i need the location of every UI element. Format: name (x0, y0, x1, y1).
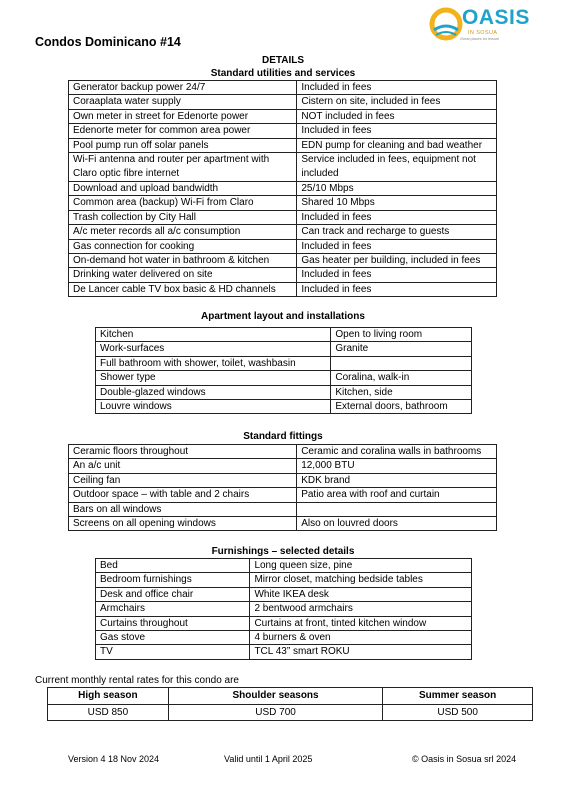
detail-cell: 4 burners & oven (250, 631, 472, 645)
fittings-heading: Standard fittings (243, 431, 323, 442)
detail-cell: TCL 43” smart ROKU (250, 645, 472, 659)
detail-cell: External doors, bathroom (331, 400, 472, 414)
detail-cell: Included in fees (297, 282, 497, 296)
table-row (96, 371, 472, 385)
detail-cell: Included in fees (297, 268, 497, 282)
item-cell: Own meter in street for Edenorte power (69, 109, 297, 123)
detail-cell: Can track and recharge to guests (297, 225, 497, 239)
detail-cell: 12,000 BTU (297, 459, 497, 473)
item-cell: Bed (96, 559, 250, 573)
logo-wordmark: OASIS (462, 6, 530, 29)
table-row (69, 254, 497, 268)
table-row (96, 616, 472, 630)
logo-subtitle: IN SOSUA (468, 30, 498, 36)
item-cell: Bars on all windows (69, 502, 297, 516)
item-cell: Pool pump run off solar panels (69, 138, 297, 152)
table-row (69, 517, 497, 531)
item-cell: Wi-Fi antenna and router per apartment with Claro optic fibre internet (69, 153, 297, 182)
table-row (69, 196, 497, 210)
detail-cell: White IKEA desk (250, 587, 472, 601)
detail-cell (331, 356, 472, 370)
table-row (69, 473, 497, 487)
table-row (96, 559, 472, 573)
table-row (69, 153, 497, 182)
detail-cell: Included in fees (297, 124, 497, 138)
detail-cell: Shared 10 Mbps (297, 196, 497, 210)
rates-table (47, 687, 533, 721)
layout-heading: Apartment layout and installations (201, 311, 365, 322)
item-cell: Kitchen (96, 328, 331, 342)
summer-season-header: Summer season (383, 688, 533, 705)
detail-cell: Cistern on site, included in fees (297, 95, 497, 109)
item-cell: Screens on all opening windows (69, 517, 297, 531)
footer-version: Version 4 18 Nov 2024 (68, 754, 160, 764)
table-row (96, 645, 472, 659)
item-cell: Louvre windows (96, 400, 331, 414)
item-cell: De Lancer cable TV box basic & HD channels (69, 282, 297, 296)
detail-cell: Kitchen, side (331, 385, 472, 399)
item-cell: Generator backup power 24/7 (69, 81, 297, 95)
table-row (96, 587, 472, 601)
detail-cell: Long queen size, pine (250, 559, 472, 573)
footer-validity: Valid until 1 April 2025 (224, 754, 313, 764)
item-cell: TV (96, 645, 250, 659)
furnishings-heading: Furnishings – selected details (211, 546, 355, 557)
item-cell: A/c meter records all a/c consumption (69, 225, 297, 239)
layout-table-body (96, 328, 472, 414)
table-row (69, 502, 497, 516)
detail-cell: Also on louvred doors (297, 517, 497, 531)
detail-cell: Coralina, walk-in (331, 371, 472, 385)
table-row (69, 445, 497, 459)
logo-tagline: Great places for leisure (460, 37, 500, 41)
item-cell: An a/c unit (69, 459, 297, 473)
detail-cell: Included in fees (297, 239, 497, 253)
table-row (69, 109, 497, 123)
detail-cell: Granite (331, 342, 472, 356)
table-row (69, 95, 497, 109)
table-row (69, 182, 497, 196)
item-cell: Double-glazed windows (96, 385, 331, 399)
item-cell: Curtains throughout (96, 616, 250, 630)
detail-cell: Service included in fees, equipment not included (297, 153, 497, 182)
item-cell: Outdoor space – with table and 2 chairs (69, 488, 297, 502)
table-row (96, 342, 472, 356)
item-cell: Coraaplata water supply (69, 95, 297, 109)
detail-cell: Mirror closet, matching bedside tables (250, 573, 472, 587)
details-heading: DETAILS (261, 55, 305, 66)
detail-cell: 2 bentwood armchairs (250, 602, 472, 616)
detail-cell: 25/10 Mbps (297, 182, 497, 196)
item-cell: Trash collection by City Hall (69, 210, 297, 224)
detail-cell: Gas heater per building, included in fees (297, 254, 497, 268)
table-row (69, 282, 497, 296)
detail-cell: NOT included in fees (297, 109, 497, 123)
table-row (96, 400, 472, 414)
utilities-table (68, 80, 497, 297)
item-cell: Bedroom furnishings (96, 573, 250, 587)
table-row (96, 356, 472, 370)
table-row (69, 138, 497, 152)
detail-cell: Included in fees (297, 81, 497, 95)
shoulder-seasons-rate: USD 700 (168, 705, 383, 721)
table-row (69, 81, 497, 95)
item-cell: Armchairs (96, 602, 250, 616)
item-cell: Common area (backup) Wi-Fi from Claro (69, 196, 297, 210)
furnishings-table-body (96, 559, 472, 660)
table-row (96, 602, 472, 616)
table-row (69, 225, 497, 239)
shoulder-seasons-header: Shoulder seasons (168, 688, 383, 705)
detail-cell: Included in fees (297, 210, 497, 224)
detail-cell: EDN pump for cleaning and bad weather (297, 138, 497, 152)
item-cell: Drinking water delivered on site (69, 268, 297, 282)
item-cell: Full bathroom with shower, toilet, washbasin (96, 356, 331, 370)
detail-cell: Curtains at front, tinted kitchen window (250, 616, 472, 630)
layout-table (95, 327, 472, 414)
table-row (69, 124, 497, 138)
table-row (69, 210, 497, 224)
fittings-table-body (69, 445, 497, 531)
detail-cell: KDK brand (297, 473, 497, 487)
item-cell: Desk and office chair (96, 587, 250, 601)
item-cell: Gas connection for cooking (69, 239, 297, 253)
page-title: Condos Dominicano #14 (35, 35, 181, 49)
table-row (69, 488, 497, 502)
table-row (69, 239, 497, 253)
item-cell: Download and upload bandwidth (69, 182, 297, 196)
detail-cell: Patio area with roof and curtain (297, 488, 497, 502)
item-cell: Ceramic floors throughout (69, 445, 297, 459)
item-cell: Edenorte meter for common area power (69, 124, 297, 138)
table-row (69, 459, 497, 473)
table-row (96, 631, 472, 645)
item-cell: Work-surfaces (96, 342, 331, 356)
fittings-table (68, 444, 497, 531)
item-cell: Gas stove (96, 631, 250, 645)
summer-season-rate: USD 500 (383, 705, 533, 721)
detail-cell (297, 502, 497, 516)
utilities-table-body (69, 81, 497, 297)
rates-value-row (48, 705, 533, 721)
table-row (96, 573, 472, 587)
footer-copyright: © Oasis in Sosua srl 2024 (412, 754, 517, 764)
item-cell: Shower type (96, 371, 331, 385)
utilities-heading: Standard utilities and services (210, 68, 356, 79)
table-row (96, 385, 472, 399)
detail-cell: Ceramic and coralina walls in bathrooms (297, 445, 497, 459)
high-season-rate: USD 850 (48, 705, 169, 721)
item-cell: On-demand hot water in bathroom & kitchen (69, 254, 297, 268)
furnishings-table (95, 558, 472, 660)
item-cell: Ceiling fan (69, 473, 297, 487)
rates-caption: Current monthly rental rates for this condo are (35, 675, 239, 686)
rates-header-row (48, 688, 533, 705)
table-row (96, 328, 472, 342)
high-season-header: High season (48, 688, 169, 705)
detail-cell: Open to living room (331, 328, 472, 342)
table-row (69, 268, 497, 282)
